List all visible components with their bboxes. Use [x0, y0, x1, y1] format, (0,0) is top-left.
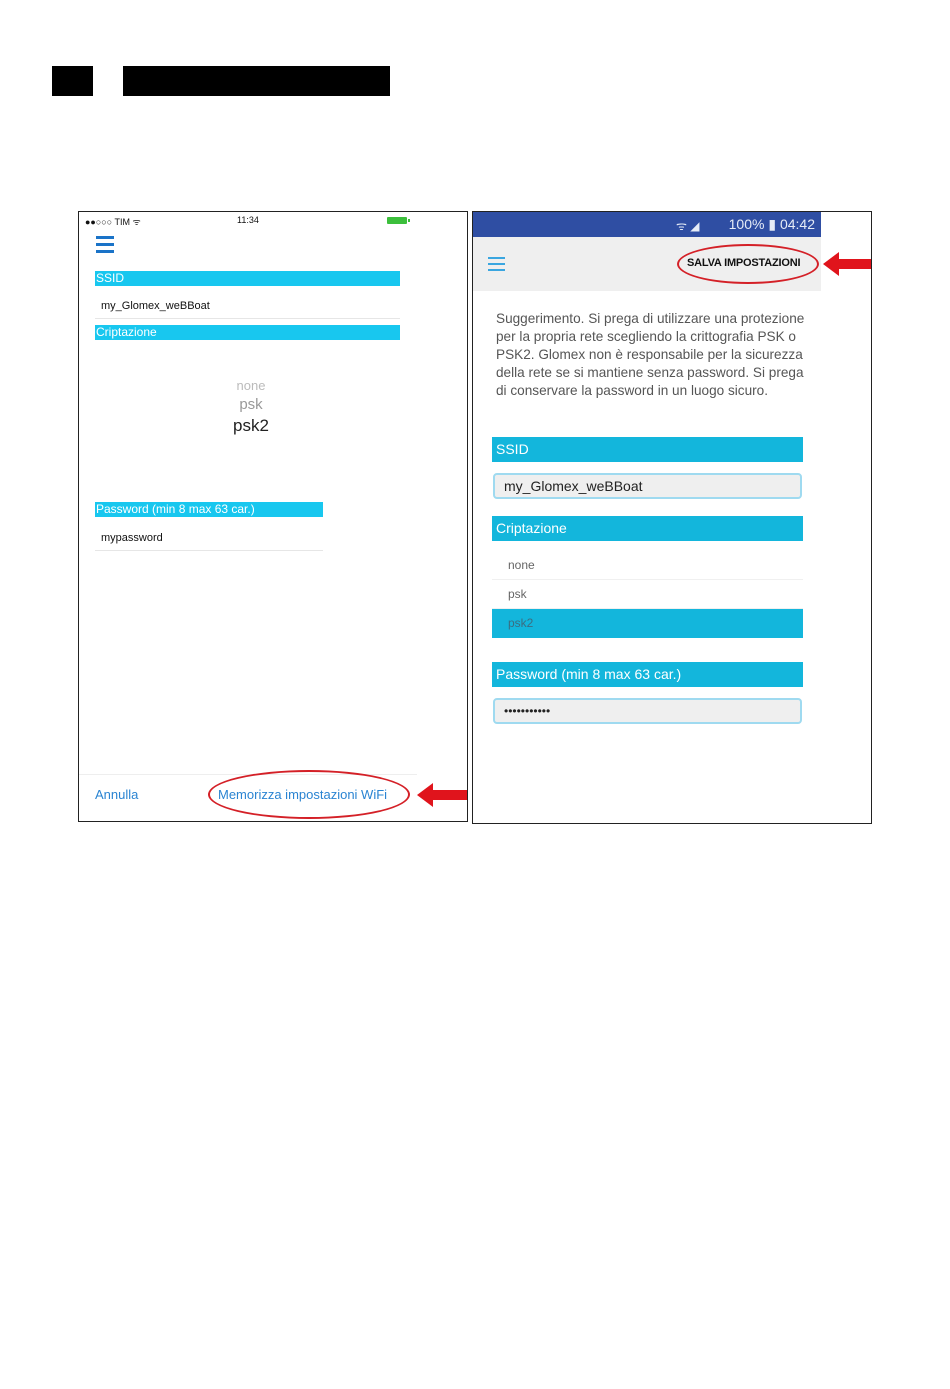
battery-level: 100% — [728, 216, 765, 232]
ssid-input[interactable]: my_Glomex_weBBoat — [493, 473, 802, 499]
ssid-input[interactable]: my_Glomex_weBBoat — [95, 293, 400, 319]
red-arrow-icon — [417, 783, 467, 807]
redacted-section-title — [123, 66, 390, 96]
ssid-label: SSID — [492, 437, 803, 462]
password-label: Password (min 8 max 63 car.) — [95, 502, 323, 517]
ios-carrier: ●●○○○ TIM ᯤ — [85, 217, 141, 227]
android-clock: 04:42 — [779, 216, 815, 232]
password-input[interactable]: mypassword — [95, 525, 323, 551]
highlight-ellipse — [208, 770, 410, 819]
red-arrow-icon — [823, 252, 872, 276]
password-input[interactable]: ••••••••••• — [493, 698, 802, 724]
android-wifi-settings-screen — [472, 211, 872, 824]
wifi-signal-icon: ᯤ ◢ — [676, 219, 700, 233]
ios-clock: 11:34 — [237, 215, 259, 225]
hamburger-menu-icon[interactable] — [488, 257, 505, 275]
picker-option-psk2[interactable]: psk2 — [233, 416, 269, 435]
ios-wifi-settings-screen — [78, 211, 468, 822]
cancel-button[interactable]: Annulla — [95, 787, 139, 802]
save-settings-button[interactable]: SALVA IMPOSTAZIONI — [687, 257, 801, 269]
encryption-option-psk[interactable]: psk — [492, 580, 803, 609]
ios-status-bar — [79, 212, 419, 230]
battery-icon — [387, 217, 407, 224]
password-label: Password (min 8 max 63 car.) — [492, 662, 803, 687]
picker-option-psk[interactable]: psk — [239, 396, 263, 413]
redacted-page-number — [52, 66, 93, 96]
ssid-label: SSID — [95, 271, 400, 286]
picker-option-none[interactable]: none — [236, 378, 266, 393]
encryption-option-none[interactable]: none — [492, 551, 803, 580]
security-hint-text: Suggerimento. Si prega di utilizzare una protezione per la propria rete scegliendo la crittografia PSK o PSK2. Glomex non è responsabile per la sicurezza della rete se si mantiene senza password. Si prega di conservare la password in un luogo sicuro. — [496, 311, 805, 398]
battery-icon: ▮ — [768, 216, 777, 232]
encryption-picker[interactable] — [199, 378, 303, 438]
save-wifi-settings-button[interactable]: Memorizza impostazioni WiFi — [218, 787, 388, 802]
encryption-label: Criptazione — [492, 516, 803, 541]
highlight-ellipse — [677, 244, 819, 284]
encryption-option-psk2[interactable]: psk2 — [492, 609, 803, 638]
android-status-bar — [473, 212, 821, 237]
encryption-label: Criptazione — [95, 325, 400, 340]
hamburger-menu-icon[interactable] — [96, 236, 114, 254]
